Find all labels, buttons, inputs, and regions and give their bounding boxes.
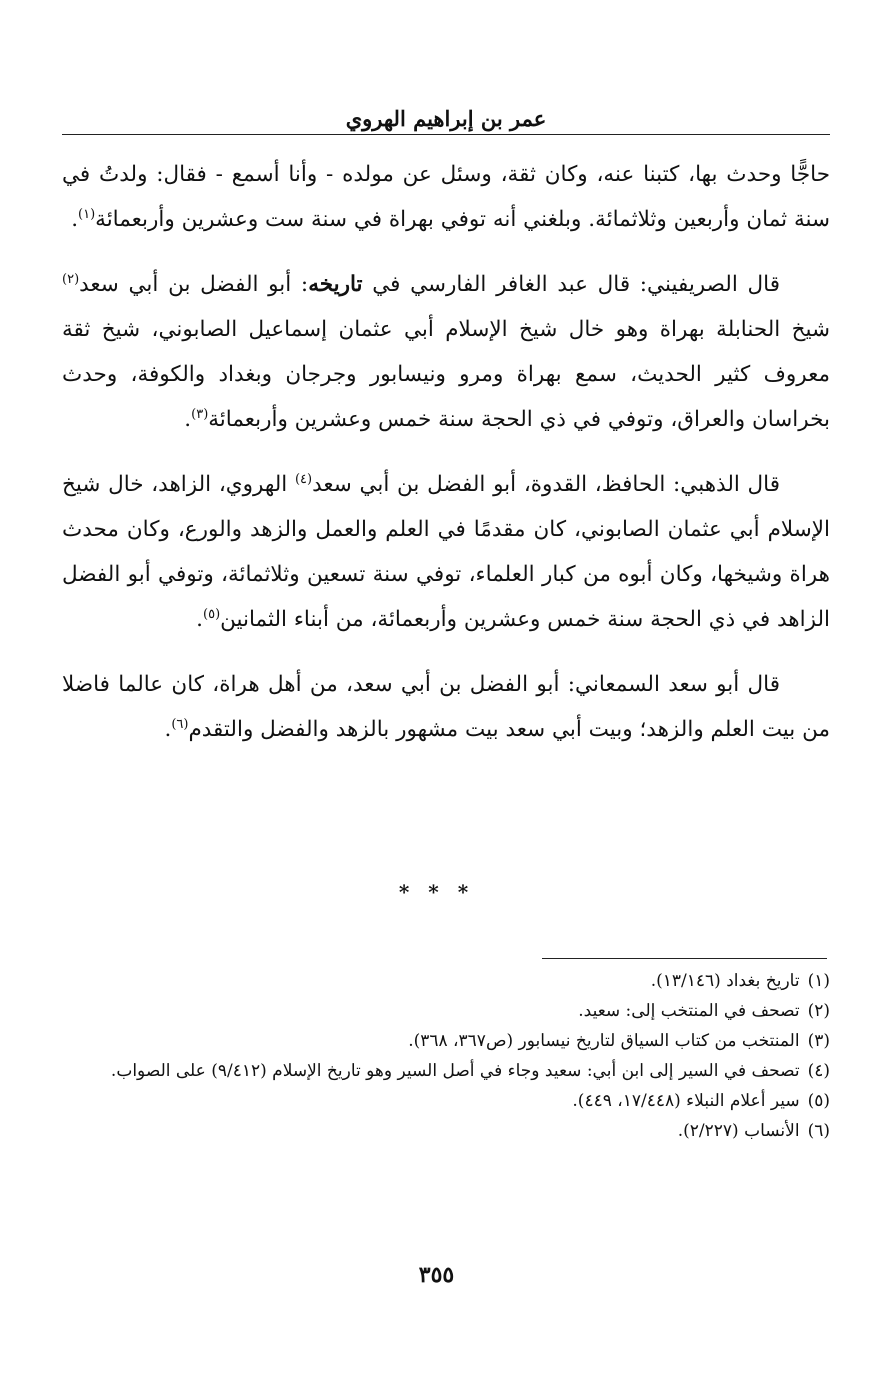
footnote-text: سير أعلام النبلاء (١٧/٤٤٨، ٤٤٩). <box>572 1091 800 1111</box>
paragraph-2-text-c: شيخ الحنابلة بهراة وهو خال شيخ الإسلام أبي عثمان إسماعيل الصابوني، شيخ ثقة معروف كثير الحديث، سمع بهراة ومرو ونيسابور وجرجان وبغداد والكوفة، وحدث بخراسان والعراق، وتوفي في ذي الحجة سنة خمس وعشرين وأربعمائة <box>62 317 830 432</box>
footnote-ref-3[interactable]: (٣) <box>191 406 209 422</box>
footnotes-list <box>58 966 830 1146</box>
footnote-text: تصحف في المنتخب إلى: سعيد. <box>578 1001 800 1021</box>
paragraph-3-text-b: الهروي، الزاهد، خال شيخ الإسلام أبي عثمان الصابوني، كان مقدمًا في العلم والعمل والزهد والورع، وكان محدث هراة وشيخها، وكان أبوه من كبار العلماء، توفي سنة تسعين وثلاثمائة، وتوفي أبو الفضل الزاهد في ذي الحجة سنة خمس وعشرين وأربعمائة، من أبناء الثمانين <box>62 472 830 632</box>
paragraph-3 <box>62 462 830 642</box>
section-separator: * * * <box>398 880 475 904</box>
paragraph-3-text-a: قال الذهبي: الحافظ، القدوة، أبو الفضل بن أبي سعد <box>312 472 780 497</box>
paragraph-1 <box>62 152 830 242</box>
footnote-text: تصحف في السير إلى ابن أبي: سعيد وجاء في أصل السير وهو تاريخ الإسلام (٩/٤١٢) على الصواب. <box>110 1061 800 1081</box>
running-header: عمر بن إبراهيم الهروي <box>345 106 547 131</box>
footnote-divider <box>542 958 827 959</box>
footnote-ref-1[interactable]: (١) <box>78 206 96 222</box>
paragraph-2-text-a: قال الصريفيني: قال عبد الغافر الفارسي في <box>362 272 780 297</box>
paragraph-3-end: . <box>196 607 204 632</box>
footnote-number: (٦) <box>807 1121 830 1141</box>
footnote-item <box>58 1026 830 1056</box>
paragraph-4-text: قال أبو سعد السمعاني: أبو الفضل بن أبي سعد، من أهل هراة، كان عالما فاضلا من بيت العلم والزهد؛ وبيت أبي سعد بيت مشهور بالزهد والفضل والتقدم <box>62 672 830 742</box>
footnote-item <box>58 1056 830 1086</box>
footnote-text: المنتخب من كتاب السياق لتاريخ نيسابور (ص٣٦٧، ٣٦٨). <box>408 1031 800 1051</box>
footnote-item <box>58 966 830 996</box>
header-divider <box>62 134 830 135</box>
paragraph-1-end: . <box>71 207 79 232</box>
footnote-ref-5[interactable]: (٥) <box>203 606 221 622</box>
footnote-text: الأنساب (٢/٢٢٧). <box>677 1121 800 1141</box>
footnote-ref-4[interactable]: (٤) <box>294 471 313 487</box>
paragraph-2-end: . <box>184 407 192 432</box>
paragraph-4-end: . <box>164 717 172 742</box>
page-number: ٣٥٥ <box>418 1262 455 1288</box>
footnote-text: تاريخ بغداد (١٣/١٤٦). <box>650 971 800 991</box>
main-text <box>62 152 830 772</box>
footnote-number: (٣) <box>807 1031 830 1051</box>
paragraph-1-text: حاجًّا وحدث بها، كتبنا عنه، وكان ثقة، وسئل عن مولده - وأنا أسمع - فقال: ولدتُ في سنة ثمان وأربعين وثلاثمائة. وبلغني أنه توفي بهراة في سنة ست وعشرين وأربعمائة <box>62 162 830 232</box>
footnote-ref-6[interactable]: (٦) <box>171 716 189 732</box>
footnote-item <box>58 1086 830 1116</box>
footnote-item <box>58 1116 830 1146</box>
paragraph-2-text-b: : أبو الفضل بن أبي سعد <box>79 272 309 297</box>
footnote-number: (١) <box>807 971 830 991</box>
bold-term-tarikh: تاريخه <box>308 272 363 297</box>
footnote-number: (٥) <box>807 1091 830 1111</box>
footnote-item <box>58 996 830 1026</box>
footnote-number: (٤) <box>807 1061 830 1081</box>
paragraph-4 <box>62 662 830 752</box>
footnote-number: (٢) <box>807 1001 830 1021</box>
paragraph-2 <box>62 262 830 442</box>
footnote-ref-2[interactable]: (٢) <box>62 271 80 287</box>
